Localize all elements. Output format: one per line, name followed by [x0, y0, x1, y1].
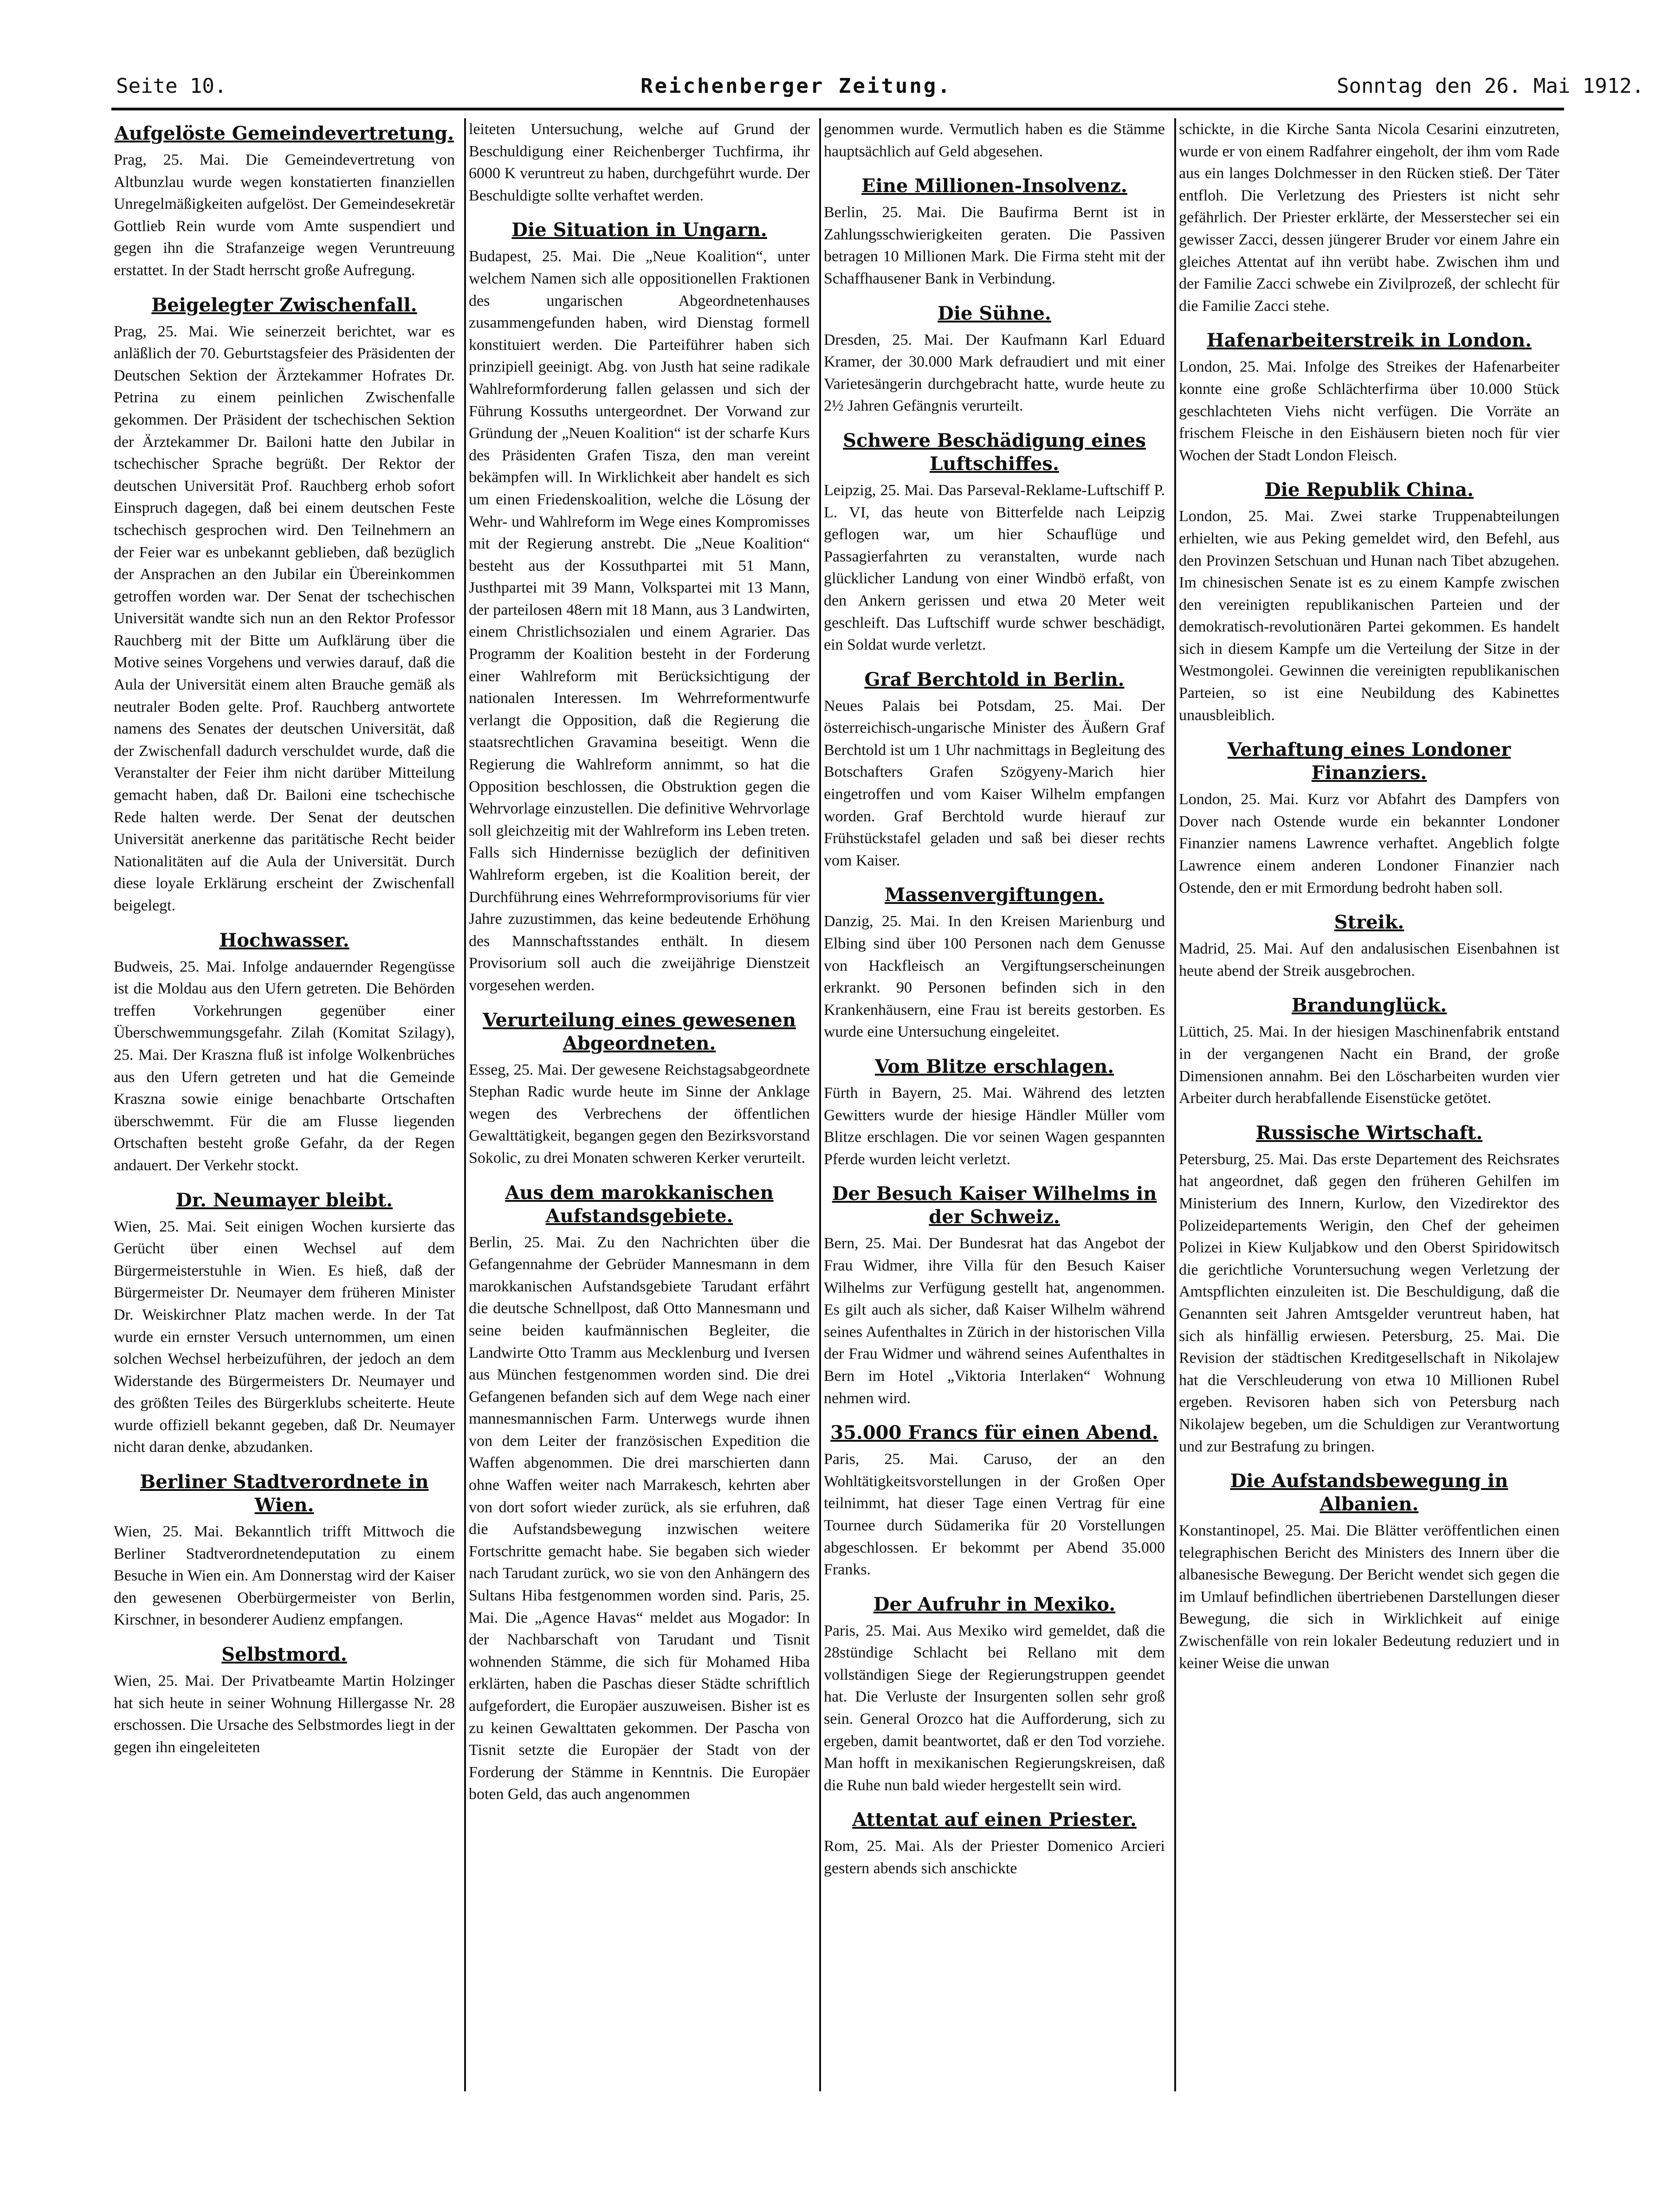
article — [114, 294, 455, 917]
article-headline: Berliner Stadtverordnete in Wien. — [140, 1471, 429, 1516]
article-body: Dresden, 25. Mai. Der Kaufmann Karl Eduard Kramer, der 30.000 Mark defraudiert und mit einer Varietesängerin durchgebracht hatte, wurde heute zu 2½ Jahren Gefängnis verurteilt. — [824, 331, 1165, 415]
article-body: Bern, 25. Mai. Der Bundesrat hat das Angebot der Frau Widmer, ihre Villa für den Besuch Kaiser Wilhelms zur Verfügung gestellt hat, angenommen. Es gilt auch als sicher, daß Kaiser Wilhelm während seines Aufenthaltes in Zürich in der historischen Villa der Frau Widmer und während seines Aufenthaltes in Bern im Hotel „Viktoria Interlaken“ Wohnung nehmen wird. — [824, 1235, 1165, 1407]
article — [469, 118, 810, 206]
article-body: Esseg, 25. Mai. Der gewesene Reichstagsabgeordnete Stephan Radic wurde heute im Sinne der Anklage wegen des Verbrechens der öffentlichen Gewalttätigkeit, begangen gegen den Bezirksvorstand Sokolic, zu drei Monaten schweren Kerker verurteilt. — [469, 1061, 810, 1167]
article-body: schickte, in die Kirche Santa Nicola Cesarini einzutreten, wurde er von einem Radfahrer eingeholt, der ihm vom Rade aus ein langes Dolchmesser in den Rücken stieß. Der Täter entfloh. Die Verletzung des Priesters ist nicht sehr gefährlich. Der Priester erklärte, der Messerstecher sei ein gewisser Zacci, dessen jüngerer Bruder vor einem Jahre ein gleiches Attentat auf ihn verübt habe. Zwischen ihm und der Familie Zacci schwebe ein Zivilprozeß, der schlecht für die Familie Zacci stehe. — [1179, 121, 1559, 315]
page-number: Seite 10. — [116, 74, 227, 98]
column-divider — [464, 118, 466, 2091]
article-headline: Graf Berchtold in Berlin. — [864, 668, 1125, 690]
issue-date: Sonntag den 26. Mai 1912. — [1337, 74, 1644, 98]
column-3 — [824, 118, 1165, 2101]
article-headline: Russische Wirtschaft. — [1255, 1122, 1483, 1144]
article — [1179, 329, 1559, 466]
article-body: Prag, 25. Mai. Wie seinerzeit berichtet, war es anläßlich der 70. Geburtstagsfeier des Präsidenten der Deutschen Sektion der Ärztekammer Hofrates Dr. Petrina zu einem peinlichen Zwischenfalle gekommen. Der Präsident der tschechischen Sektion der Ärztekammer Dr. Bailoni hatte den Jubilar in tschechischer Sprache begrüßt. Der Rektor der deutschen Universität Prof. Rauchberg erhob sofort Einspruch dagegen, daß bei einem deutschen Feste tschechisch gesprochen wird. Den Teilnehmern an der Feier war es unbekannt geblieben, daß bezüglich der Ansprachen an den Jubilar ein Übereinkommen getroffen worden war. Der Senat der tschechischen Universität wandte sich nun an den Rektor Professor Rauchberg mit der Bitte um Aufklärung über die Motive seines Vorgehens und verwies darauf, daß die Aula der Universität einem alten Brauche gemäß als neutraler Boden gelte. Prof. Rauchberg antwortete namens des Senates der deutschen Universität, daß der Zwischenfall dadurch verschuldet wurde, daß die Veranstalter der Feier ihm nicht darüber Mitteilung gemacht haben, daß Dr. Bailoni eine tschechische Rede halten werde. Der Senat der deutschen Universität anerkenne das paritätische Recht beider Nationalitäten auf die Aula der Universität. Durch diese loyale Erklärung erscheint der Zwischenfall beigelegt. — [114, 322, 455, 914]
article-body: London, 25. Mai. Infolge des Streikes der Hafenarbeiter konnte eine große Schlächterfirma über 10.000 Stück geschlachteten Viehs nicht verfügen. Die Vorräte an frischem Fleische in den Eishäusern bieten noch für vier Wochen der Stadt London Fleisch. — [1179, 358, 1559, 464]
article-headline: Verhaftung eines Londoner Finanziers. — [1227, 739, 1511, 784]
article — [469, 1009, 810, 1169]
article-headline: Schwere Beschädigung eines Luftschiffes. — [843, 429, 1146, 475]
article-headline: Eine Millionen-Insolvenz. — [861, 175, 1127, 197]
article-headline: Beigelegter Zwischenfall. — [151, 294, 417, 316]
article-body: Wien, 25. Mai. Seit einigen Wochen kursierte das Gerücht über einen Wechsel auf dem Bürgermeisterstuhle in Wien. Es hieß, daß der Bürgermeister Dr. Neumayer dem früheren Minister Dr. Weiskirchner Platz machen werde. In der Tat wurde ein ernster Versuch unternommen, um einen solchen Wechsel herbeizuführen, der jedoch an dem Widerstande des Bürgermeisters Dr. Neumayer und des größten Teiles des Bürgerklubs scheiterte. Heute wurde offiziell bekannt gegeben, daß Dr. Neumayer nicht daran denke, abzudanken. — [114, 1218, 455, 1456]
column-divider — [819, 118, 821, 2091]
article — [824, 1421, 1165, 1581]
article-body: Fürth in Bayern, 25. Mai. Während des letzten Gewitters wurde der hiesige Händler Müller vom Blitze erschlagen. Die vor seinen Wagen gespannten Pferde wurden leicht verletzt. — [824, 1084, 1165, 1168]
article-body: London, 25. Mai. Zwei starke Truppenabteilungen erhielten, wie aus Peking gemeldet wird, den Befehl, aus den Provinzen Setschuan und Hunan nach Tibet abzugehen. Im chinesischen Senate ist es zu einem Kampfe zwischen den vereinigten republikanischen Parteien und der demokratisch-revolutionären Partei gekommen. Es handelt sich in diesem Kampfe um die Verteilung der Sitze in der Westmongolei. Gewinnen die vereinigten republikanischen Parteien, so ist eine Neubildung des Kabinettes unausbleiblich. — [1179, 508, 1559, 724]
article-headline: Der Aufruhr in Mexiko. — [873, 1593, 1116, 1615]
article — [114, 929, 455, 1177]
article — [114, 1470, 455, 1631]
article — [114, 122, 455, 282]
article — [1179, 738, 1559, 899]
article — [114, 1643, 455, 1758]
article — [114, 1189, 455, 1459]
article — [824, 1182, 1165, 1409]
article — [824, 118, 1165, 162]
article-headline: Streik. — [1334, 911, 1404, 934]
article-headline: Die Republik China. — [1264, 479, 1474, 501]
article-body: Berlin, 25. Mai. Zu den Nachrichten über die Gefangennahme der Gebrüder Mannesmann in dem marokkanischen Aufstandsgebiete Tarudant erfährt die deutsche Schnellpost, daß Otto Mannesmann und seine beiden kaufmännischen Begleiter, die Landwirte Otto Tramm aus Mecklenburg und Iversen aus München festgenommen worden sind. Die drei Gefangenen befanden sich auf dem Wege nach einer mannesmannischen Farm. Unterwegs wurde ihnen von dem Leiter der französischen Expedition die Waffen abgenommen. Die drei marschierten dann ohne Waffen weiter nach Marrakesch, kehrten aber von dort sofort wieder zurück, als sie erfuhren, daß die Aufstandsbewegung inzwischen weitere Fortschritte gemacht habe. Sie begaben sich wieder nach Tarudant zurück, wo sie von den Anhängern des Sultans Hiba festgenommen worden sind. Paris, 25. Mai. Die „Agence Havas“ meldet aus Mogador: In der Nachbarschaft von Tarudant und Tisnit wohnenden Stämme, die sich für Mohamed Hiba erklärten, haben die Paschas dieser Städte schriftlich aufgefordert, die Europäer auszuweisen. Bisher ist es zu keinen Gewalttaten gekommen. Der Pascha von Tisnit setzte die Europäer der Stadt von der Forderung der Stämme in Kenntnis. Die Europäer boten Geld, das auch angenommen — [469, 1233, 810, 1803]
article-headline: Hafenarbeiterstreik in London. — [1206, 329, 1532, 352]
article-headline: Selbstmord. — [221, 1644, 347, 1666]
article-body: leiteten Untersuchung, welche auf Grund der Beschuldigung einer Reichenberger Tuchfirma, ihr 6000 K veruntreut zu haben, durchgeführt wurde. Der Beschuldigte sollte verhaftet werden. — [469, 121, 810, 204]
article-body: Petersburg, 25. Mai. Das erste Departement des Reichsrates hat angeordnet, daß gegen den früheren Gehilfen im Ministerium des Innern, Kurlow, den Vizedirektor des Polizeidepartements Werigin, den Chef der geheimen Polizei in Kiew Kuljabkow und den Oberst Spiridowitsch die gerichtliche Voruntersuchung wegen Verletzung der Amtspflichten einzuleiten ist. Die Beschuldigung, daß die Genannten seit Jahren Amtsgelder veruntreut haben, hat sich als hinfällig erwiesen. Petersburg, 25. Mai. Die Revision der städtischen Kreditgesellschaft in Nikolajew hat die Verschleuderung von etwa 10 Millionen Rubel ergeben. Revisoren haben sich von Petersburg nach Nikolajew begeben, um die Schuldigen zur Verantwortung und zur Bestrafung zu bringen. — [1179, 1150, 1559, 1455]
article — [824, 1055, 1165, 1170]
column-4 — [1179, 118, 1559, 2101]
article — [469, 219, 810, 996]
article-headline: Aufgelöste Gemeindevertretung. — [114, 123, 454, 144]
article — [824, 884, 1165, 1043]
column-divider — [1174, 118, 1176, 2091]
article-body: Neues Palais bei Potsdam, 25. Mai. Der österreichisch-ungarische Minister des Äußern Graf Berchtold ist um 1 Uhr nachmittags in Begleitung des Botschafters Grafen Szögyeny-Marich hier eingetroffen und vom Kaiser Wilhelm empfangen worden. Graf Berchtold wurde hierauf zur Frühstückstafel geladen und saß bei dieser rechts vom Kaiser. — [824, 697, 1165, 869]
article-body: Berlin, 25. Mai. Die Baufirma Bernt ist in Zahlungsschwierigkeiten geraten. Die Passiven betragen 10 Millionen Mark. Die Firma steht mit der Schaffhausener Bank in Verbindung. — [824, 204, 1165, 287]
article — [469, 1181, 810, 1806]
article — [824, 1593, 1165, 1797]
article-body: Leipzig, 25. Mai. Das Parseval-Reklame-Luftschiff P. L. VI, das heute von Bitterfelde nach Leipzig geflogen war, um hier Schauflüge und Passagierfahrten zu veranstalten, wurde nach glücklicher Landung von einer Windbö erfaßt, von den Ankern gerissen und etwa 20 Meter weit geschleift. Das Luftschiff wurde schwer beschädigt, ein Soldat wurde verletzt. — [824, 481, 1165, 654]
article-headline: Die Aufstandsbewegung in Albanien. — [1230, 1470, 1508, 1516]
article-body: Konstantinopel, 25. Mai. Die Blätter veröffentlichen einen telegraphischen Bericht des Ministers des Innern über die albanesische Bewegung. Der Bericht wendet sich gegen die im Umlauf befindlichen übertriebenen Darstellungen dieser Bewegung, die sich in Wirklichkeit auf einige Zwischenfälle von rein lokaler Bedeutung reduziert und in keiner Weise die unwan — [1179, 1522, 1559, 1672]
article-headline: Die Situation in Ungarn. — [511, 219, 767, 241]
article — [1179, 118, 1559, 317]
article-body: Madrid, 25. Mai. Auf den andalusischen Eisenbahnen ist heute abend der Streik ausgebrochen. — [1179, 940, 1559, 980]
newspaper-masthead: Reichenberger Zeitung. — [640, 74, 952, 98]
article — [1179, 911, 1559, 982]
article — [824, 302, 1165, 417]
article-body: Danzig, 25. Mai. In den Kreisen Marienburg und Elbing sind über 100 Personen nach dem Genusse von Hackfleisch an Vergiftungserscheinungen erkrankt. 90 Personen befinden sich in den Krankenhäusern, eine Frau ist bereits gestorben. Es wurde eine Untersuchung eingeleitet. — [824, 913, 1165, 1041]
article-headline: Verurteilung eines gewesenen Abgeordneten. — [483, 1009, 796, 1054]
article-body: Rom, 25. Mai. Als der Priester Domenico Arcieri gestern abends sich anschickte — [824, 1838, 1165, 1877]
article — [1179, 1122, 1559, 1457]
article-headline: Attentat auf einen Priester. — [852, 1809, 1137, 1831]
article — [1179, 994, 1559, 1109]
article-headline: Der Besuch Kaiser Wilhelms in der Schweiz. — [832, 1183, 1157, 1228]
article-body: London, 25. Mai. Kurz vor Abfahrt des Dampfers von Dover nach Ostende wurde ein bekannter Londoner Finanzier namens Lawrence verhaftet. Angeblich folgte Lawrence einem anderen Londoner Finanzier nach Ostende, den er mit Ermordung bedroht haben soll. — [1179, 791, 1559, 896]
article-body: Budweis, 25. Mai. Infolge andauernder Regengüsse ist die Moldau aus den Ufern getreten. Die Behörden treffen Vorkehrungen gegenüber einer Überschwemmungsgefahr. Zilah (Komitat Szilagy), 25. Mai. Der Kraszna fluß ist infolge Wolkenbrüches aus den Ufern getreten und hat die Gemeinde Kraszna sowie einige benachbarte Ortschaften überschwemmt. Für die am Flusse liegenden Ortschaften besteht große Gefahr, da der Regen andauert. Der Verkehr stockt. — [114, 958, 455, 1174]
article — [824, 429, 1165, 656]
header-rule — [111, 108, 1564, 110]
article-headline: Die Sühne. — [938, 302, 1051, 324]
column-2 — [469, 118, 810, 2101]
article-body: Budapest, 25. Mai. Die „Neue Koalition“, unter welchem Namen sich alle oppositionellen Fraktionen des ungarischen Abgeordnetenhauses zusammengefunden haben, wird Dienstag formell konstituiert werden. Die Parteiführer haben sich prinzipiell geeinigt. Abg. von Justh hat seine radikale Wahlreformforderung fallen gelassen und sich der Führung Kossuths untergeordnet. Der Vorwand zur Gründung der „Neuen Koalition“ ist der scharfe Kurs des Präsidenten Grafen Tisza, den man vereint bekämpfen will. In Wirklichkeit aber handelt es sich um einen Friedenskoalition, welche die Lösung der Wehr- und Wahlreform im Wege eines Kompromisses mit der Regierung anstrebt. Die „Neue Koalition“ besteht aus der Kossuthpartei mit 51 Mann, Justhpartei mit 39 Mann, Volkspartei mit 13 Mann, der parteilosen 48ern mit 18 Mann, aus 3 Landwirten, einem Christlichsozialen und einem Agrarier. Das Programm der Koalition besteht in der Forderung einer Wahlreform mit Berücksichtigung der nationalen Interessen. Im Wehrreformentwurfe verlangt die Opposition, daß die Regierung die staatsrechtlichen Gravamina beseitigt. Wenn die Regierung die Wahlreform annimmt, so hat die Opposition beschlossen, die Obstruktion gegen die Wehrvorlage einzustellen. Die definitive Wehrvorlage soll gleichzeitig mit der Wahlreform ins Leben treten. Falls sich Hindernisse bezüglich der definitiven Wahlreform ergeben, ist die Koalition bereit, der Durchführung eines Wehrreformprovisoriums für vier Jahre zuzustimmen, das keine bedeutende Erhöhung des Mannschaftsstandes enthält. In diesem Provisorium soll auch die zweijährige Dienstzeit vorgesehen werden. — [469, 248, 810, 994]
article — [1179, 478, 1559, 726]
article-headline: Aus dem marokkanischen Aufstandsgebiete. — [505, 1181, 774, 1227]
article-body: Paris, 25. Mai. Aus Mexiko wird gemeldet, daß die 28stündige Schlacht bei Rellano mit dem vollständigen Siege der Regierungstruppen geendet hat. Die Verluste der Insurgenten sollen sehr groß sein. General Orozco hat die Aufforderung, sich zu ergeben, damit beantwortet, daß er den Tod vorziehe. Man hofft in mexikanischen Regierungskreisen, daß die Ruhe nun bald wieder hergestellt sein wird. — [824, 1622, 1165, 1794]
article-headline: Dr. Neumayer bleibt. — [175, 1189, 393, 1211]
article-body: Wien, 25. Mai. Der Privatbeamte Martin Holzinger hat sich heute in seiner Wohnung Hillergasse Nr. 28 erschossen. Die Ursache des Selbstmordes liegt in der gegen ihn eingeleiteten — [114, 1672, 455, 1756]
article-headline: Hochwasser. — [219, 929, 349, 951]
article-headline: Brandunglück. — [1291, 994, 1447, 1017]
article — [824, 174, 1165, 290]
article — [824, 668, 1165, 872]
article-body: genommen wurde. Vermutlich haben es die Stämme hauptsächlich auf Geld abgesehen. — [824, 121, 1165, 160]
article-headline: Vom Blitze erschlagen. — [874, 1056, 1114, 1077]
article — [824, 1808, 1165, 1879]
article-body: Lüttich, 25. Mai. In der hiesigen Maschinenfabrik entstand in der vergangenen Nacht ein Brand, der große Dimensionen annahm. Bei den Löscharbeiten wurden vier Arbeiter durch herabfallende Eisenstücke getötet. — [1179, 1023, 1559, 1107]
article-headline: 35.000 Francs für einen Abend. — [830, 1422, 1158, 1444]
article-body: Prag, 25. Mai. Die Gemeindevertretung von Altbunzlau wurde wegen konstatierten finanziellen Unregelmäßigkeiten aufgelöst. Der Gemeindesekretär Gottlieb Rein wurde vom Amte suspendiert und gegen ihn die Strafanzeige wegen Veruntreuung erstattet. In der Stadt herrscht große Aufregung. — [114, 151, 455, 279]
article — [1179, 1470, 1559, 1674]
article-body: Wien, 25. Mai. Bekanntlich trifft Mittwoch die Berliner Stadtverordnetendeputation zu einem Besuche in Wien ein. Am Donnerstag wird der Kaiser den gewesenen Oberbürgermeister von Berlin, Kirschner, in besonderer Audienz empfangen. — [114, 1523, 455, 1629]
article-headline: Massenvergiftungen. — [885, 884, 1104, 906]
article-body: Paris, 25. Mai. Caruso, der an den Wohltätigkeitsvorstellungen in der Großen Oper teilnimmt, hat dieser Tage einen Vertrag für eine Tournee durch Südamerika für 20 Vorstellungen abgeschlossen. Er bekommt per Abend 35.000 Franks. — [824, 1451, 1165, 1579]
column-1 — [114, 118, 455, 2101]
